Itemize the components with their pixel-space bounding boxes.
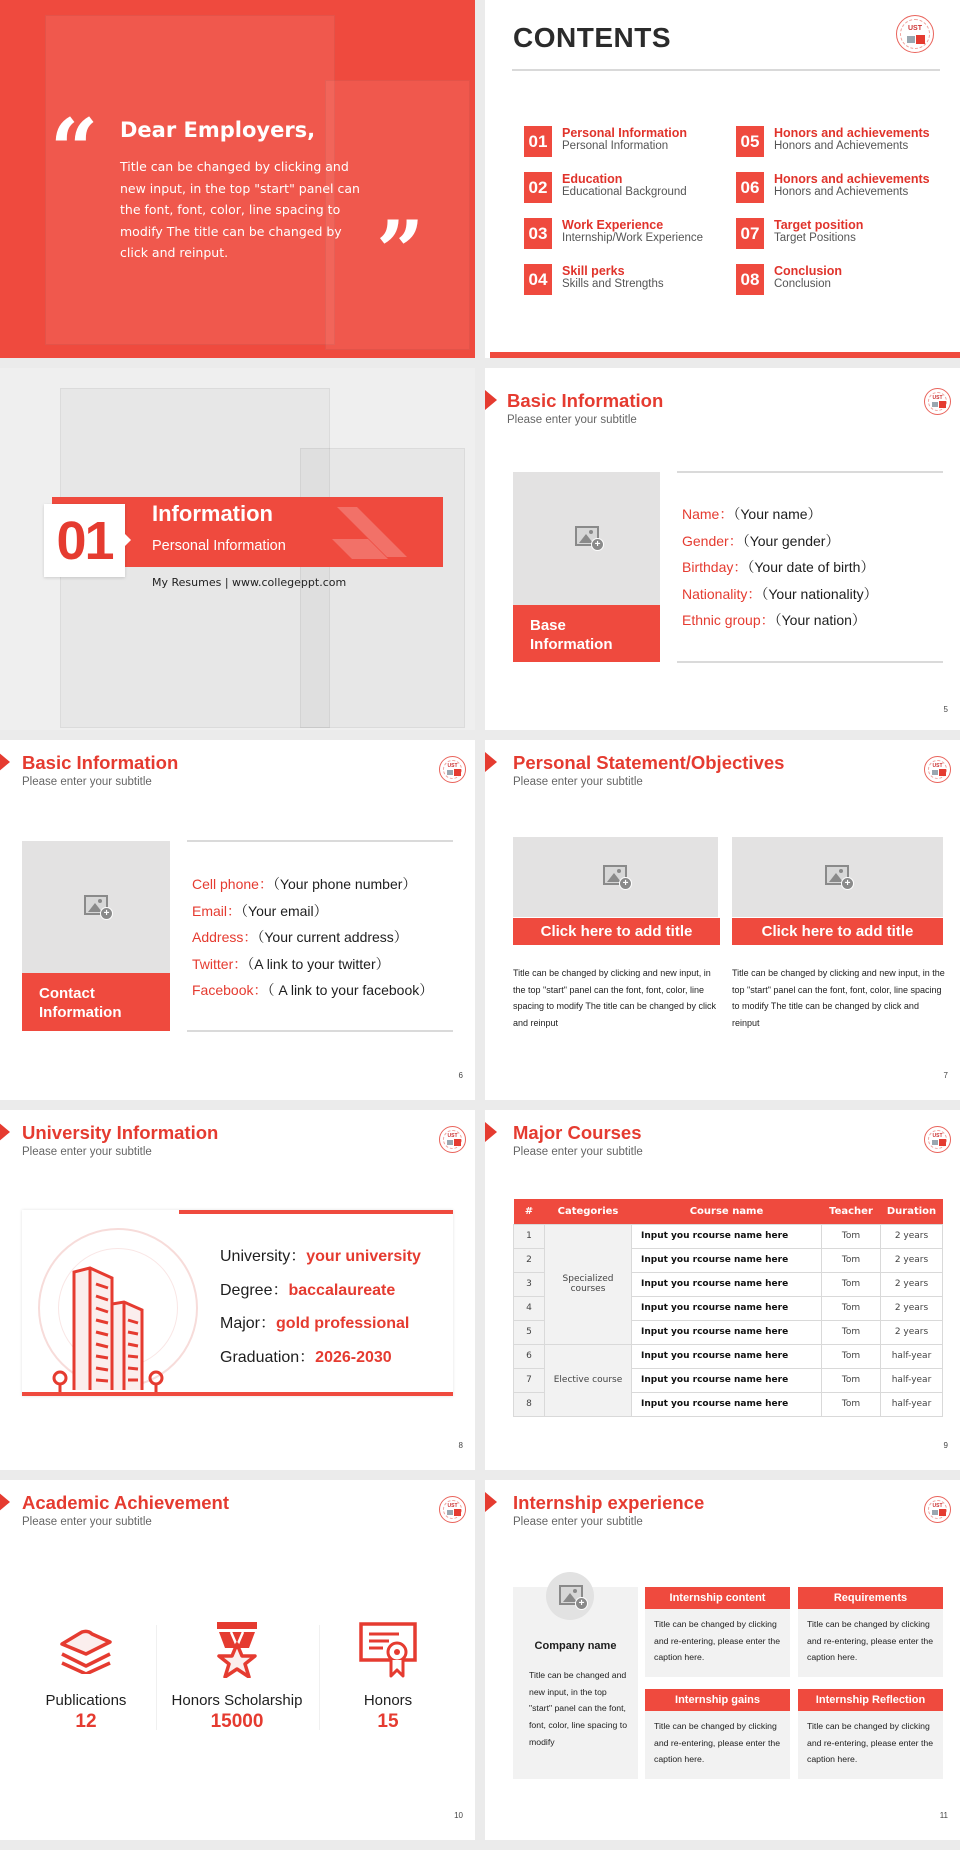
toc-number: 06	[736, 172, 764, 203]
achievement-value: 15	[377, 1711, 399, 1732]
statement-text-2[interactable]: Title can be changed by clicking and new input, in the top "start" panel can the font, font, color, line spacing to modify The title can be changed by click and reinput	[732, 968, 945, 1029]
field-major[interactable]: Major：gold professional	[220, 1315, 410, 1332]
divider	[187, 1030, 453, 1032]
accent-bar	[490, 352, 960, 358]
duration-cell[interactable]: half-year	[881, 1344, 943, 1368]
add-image-icon[interactable]	[575, 526, 599, 546]
page-number: 8	[458, 1441, 463, 1450]
field-nationality[interactable]: Nationality：（Your nationality）	[682, 585, 878, 602]
slide-title[interactable]: Basic Information	[22, 752, 179, 773]
box-title[interactable]: Internship Reflection	[798, 1689, 943, 1711]
toc-number: 01	[524, 126, 552, 157]
toc-subtitle: Skills and Strengths	[562, 278, 664, 290]
header-arrow-icon	[485, 390, 497, 410]
page-number: 6	[458, 1071, 463, 1080]
row-number: 4	[514, 1296, 545, 1320]
slide-academic-achievement[interactable]	[0, 1480, 475, 1840]
letter-heading[interactable]: Dear Employers,	[120, 118, 316, 142]
slide-dear-employers[interactable]	[0, 0, 475, 358]
toc-title: Conclusion	[774, 264, 843, 278]
page-number: 5	[943, 705, 948, 714]
photo-placeholder[interactable]	[22, 841, 170, 974]
field-cell-phone[interactable]: Cell phone：（Your phone number）	[192, 876, 417, 892]
toc-item-06[interactable]	[736, 172, 930, 204]
contact-fields	[192, 871, 433, 1004]
courses-table	[513, 1199, 943, 1417]
category-cell[interactable]: Elective course	[545, 1344, 632, 1416]
slide-university-information[interactable]	[0, 1110, 475, 1470]
duration-cell[interactable]: 2 years	[881, 1248, 943, 1272]
achievement-value: 12	[75, 1711, 97, 1732]
requirements-box	[798, 1587, 943, 1677]
section-title[interactable]: Information	[152, 501, 273, 526]
course-name-cell[interactable]: Input you rcourse name here	[632, 1248, 822, 1272]
column-header-number: #	[514, 1199, 545, 1224]
accent-bar	[179, 1210, 453, 1214]
achievement-label: Honors	[363, 1692, 413, 1709]
toc-item-05[interactable]	[736, 126, 930, 158]
divider	[512, 69, 940, 71]
achievement-honors-scholarship[interactable]	[167, 1620, 307, 1733]
slide-basic-information[interactable]	[485, 368, 960, 730]
duration-cell[interactable]: half-year	[881, 1392, 943, 1416]
slide-title[interactable]: Academic Achievement	[22, 1492, 230, 1513]
row-number: 1	[514, 1224, 545, 1248]
slide-subtitle[interactable]: Please enter your subtitle	[22, 1146, 152, 1158]
toc-number: 03	[524, 218, 552, 249]
box-text[interactable]: Title can be changed by clicking and re-entering, please enter the caption here.	[654, 1619, 781, 1663]
image-placeholder-1[interactable]	[513, 837, 718, 917]
publications-stack-icon	[58, 1626, 114, 1674]
header-arrow-icon	[485, 1122, 497, 1142]
toc-title: Honors and achievements	[774, 172, 930, 186]
field-twitter[interactable]: Twitter：（A link to your twitter）	[192, 955, 390, 972]
box-title[interactable]: Internship content	[645, 1587, 790, 1609]
building-icon	[52, 1262, 172, 1394]
course-name-cell[interactable]: Input you rcourse name here	[632, 1224, 822, 1248]
photo-caption: Base Information	[513, 605, 660, 662]
column-header-teacher: Teacher	[822, 1199, 881, 1224]
toc-item-01[interactable]	[524, 126, 687, 158]
close-quote-icon: ”	[376, 202, 425, 301]
add-title-button-1[interactable]: Click here to add title	[513, 918, 720, 945]
slide-subtitle[interactable]: Please enter your subtitle	[22, 1516, 152, 1528]
university-fields	[220, 1240, 421, 1374]
course-name-cell[interactable]: Input you rcourse name here	[632, 1320, 822, 1344]
course-name-cell[interactable]: Input you rcourse name here	[632, 1392, 822, 1416]
header-arrow-icon	[0, 1122, 10, 1142]
field-graduation[interactable]: Graduation：2026-2030	[220, 1348, 392, 1366]
box-title[interactable]: Requirements	[798, 1587, 943, 1609]
add-image-icon[interactable]	[603, 865, 627, 885]
toc-number: 05	[736, 126, 764, 157]
header-arrow-icon	[0, 1492, 10, 1512]
page-number: 10	[454, 1811, 463, 1820]
internship-gains-box	[645, 1689, 790, 1779]
company-name[interactable]: Company name	[534, 1640, 617, 1652]
slide-subtitle[interactable]: Please enter your subtitle	[513, 776, 643, 788]
toc-number: 07	[736, 218, 764, 249]
divider	[677, 471, 943, 473]
row-number: 5	[514, 1320, 545, 1344]
slide-subtitle[interactable]: Please enter your subtitle	[22, 776, 152, 788]
toc-subtitle: Educational Background	[562, 186, 687, 198]
medal-star-icon	[215, 1622, 259, 1678]
photo-placeholder[interactable]	[513, 472, 660, 605]
toc-number: 04	[524, 264, 552, 295]
slide-internship-experience[interactable]	[485, 1480, 960, 1840]
toc-title: Skill perks	[562, 264, 625, 278]
university-logo-icon: UST	[439, 1126, 466, 1153]
slide-personal-statement[interactable]	[485, 740, 960, 1100]
duration-cell[interactable]: 2 years	[881, 1296, 943, 1320]
letter-body[interactable]: Title can be changed by clicking and new input, in the top "start" panel can the font, font, color, line spacing to modify The title can be changed by click and reinput.	[120, 159, 360, 260]
teacher-cell[interactable]: Tom	[822, 1392, 881, 1416]
achievement-label: Publications	[45, 1692, 127, 1709]
section-meta: My Resumes | www.collegeppt.com	[152, 576, 347, 589]
toc-subtitle: Internship/Work Experience	[562, 232, 704, 244]
slide-contact-information[interactable]	[0, 740, 475, 1100]
header-arrow-icon	[485, 1492, 497, 1512]
row-number: 8	[514, 1392, 545, 1416]
row-number: 7	[514, 1368, 545, 1392]
slide-subtitle[interactable]: Please enter your subtitle	[507, 414, 637, 426]
field-address[interactable]: Address：（Your current address）	[192, 929, 408, 945]
duration-cell[interactable]: 2 years	[881, 1320, 943, 1344]
row-number: 3	[514, 1272, 545, 1296]
toc-subtitle: Personal Information	[562, 140, 669, 152]
row-number: 6	[514, 1344, 545, 1368]
section-subtitle[interactable]: Personal Information	[152, 538, 286, 554]
field-name[interactable]: Name：（Your name）	[682, 506, 822, 522]
box-text[interactable]: Title can be changed by clicking and re-entering, please enter the caption here.	[654, 1721, 781, 1765]
slide-contents[interactable]	[485, 0, 960, 358]
field-birthday[interactable]: Birthday：（Your date of birth）	[682, 559, 875, 575]
category-cell[interactable]: Specialized courses	[545, 1224, 632, 1344]
course-name-cell[interactable]: Input you rcourse name here	[632, 1296, 822, 1320]
page-number: 7	[943, 1071, 948, 1080]
toc-subtitle: Honors and Achievements	[774, 186, 909, 198]
toc-number: 08	[736, 264, 764, 295]
accent-bar	[22, 1392, 453, 1396]
divider	[156, 1625, 157, 1730]
statement-text-1[interactable]: Title can be changed by clicking and new input, in the top "start" panel can the font, font, color, line spacing to modify The title can be changed by click and reinput	[513, 968, 716, 1029]
table-row	[514, 1224, 943, 1248]
slide-title[interactable]: Basic Information	[507, 390, 664, 411]
internship-reflection-box	[798, 1689, 943, 1779]
add-title-button-2[interactable]: Click here to add title	[732, 918, 943, 945]
row-number: 2	[514, 1248, 545, 1272]
slide-subtitle[interactable]: Please enter your subtitle	[513, 1516, 643, 1528]
section-number: 01	[44, 504, 125, 577]
teacher-cell[interactable]: Tom	[822, 1248, 881, 1272]
university-logo-icon: UST	[896, 15, 934, 53]
slide-title[interactable]: University Information	[22, 1122, 219, 1143]
toc-item-07[interactable]	[736, 218, 863, 250]
toc-item-04[interactable]	[524, 264, 664, 296]
add-image-icon[interactable]	[825, 865, 849, 885]
company-description[interactable]: Title can be changed and new input, in the top "start" panel can the font, font, color, line spacing to modify	[529, 1670, 628, 1747]
achievement-publications[interactable]	[16, 1620, 156, 1733]
teacher-cell[interactable]: Tom	[822, 1296, 881, 1320]
field-university[interactable]: University：your university	[220, 1248, 421, 1265]
page-number: 11	[939, 1811, 948, 1820]
university-logo-icon: UST	[924, 388, 951, 415]
achievement-value: 15000	[210, 1711, 264, 1732]
info-fields	[682, 501, 878, 634]
column-header-duration: Duration	[881, 1199, 943, 1224]
box-text[interactable]: Title can be changed by clicking and re-entering, please enter the caption here.	[807, 1721, 934, 1765]
university-logo-icon: UST	[924, 1126, 951, 1153]
photo-caption: Contact Information	[22, 973, 170, 1031]
slide-title[interactable]: Major Courses	[513, 1122, 642, 1143]
contents-title[interactable]: CONTENTS	[513, 22, 671, 53]
slide-title[interactable]: Personal Statement/Objectives	[513, 752, 785, 773]
toc-title: Target position	[774, 218, 864, 232]
university-logo-icon: UST	[439, 1496, 466, 1523]
field-gender[interactable]: Gender：（Your gender）	[682, 532, 840, 549]
toc-item-08[interactable]	[736, 264, 842, 296]
add-image-icon[interactable]	[84, 895, 108, 915]
field-facebook[interactable]: Facebook：（ A link to your facebook）	[192, 982, 434, 998]
column-header-categories: Categories	[545, 1199, 632, 1224]
university-logo-icon: UST	[924, 1496, 951, 1523]
add-image-icon[interactable]	[559, 1585, 583, 1605]
toc-subtitle: Target Positions	[774, 232, 856, 244]
course-name-cell[interactable]: Input you rcourse name here	[632, 1344, 822, 1368]
slide-section-divider[interactable]	[0, 368, 475, 730]
header-arrow-icon	[485, 752, 497, 772]
divider	[187, 840, 453, 842]
teacher-cell[interactable]: Tom	[822, 1344, 881, 1368]
duration-cell[interactable]: 2 years	[881, 1272, 943, 1296]
toc-subtitle: Conclusion	[774, 278, 831, 290]
slide-title[interactable]: Internship experience	[513, 1492, 705, 1513]
duration-cell[interactable]: 2 years	[881, 1224, 943, 1248]
internship-content-box	[645, 1587, 790, 1677]
course-name-cell[interactable]: Input you rcourse name here	[632, 1272, 822, 1296]
teacher-cell[interactable]: Tom	[822, 1320, 881, 1344]
university-logo-icon: UST	[439, 756, 466, 783]
box-title[interactable]: Internship gains	[645, 1689, 790, 1711]
field-email[interactable]: Email：（Your email）	[192, 902, 328, 919]
toc-subtitle: Honors and Achievements	[774, 140, 909, 152]
divider	[677, 661, 943, 663]
header-arrow-icon	[0, 752, 10, 772]
slide-subtitle[interactable]: Please enter your subtitle	[513, 1146, 643, 1158]
company-logo-placeholder[interactable]	[546, 1572, 594, 1620]
toc-title: Personal Information	[562, 126, 688, 140]
course-name-cell[interactable]: Input you rcourse name here	[632, 1368, 822, 1392]
toc-item-02[interactable]	[524, 172, 687, 204]
achievement-honors[interactable]	[318, 1620, 458, 1733]
slide-major-courses[interactable]	[485, 1110, 960, 1470]
field-ethnic-group[interactable]: Ethnic group：（Your nation）	[682, 612, 866, 628]
achievement-label: Honors Scholarship	[171, 1692, 303, 1709]
duration-cell[interactable]: half-year	[881, 1368, 943, 1392]
toc-title: Work Experience	[562, 218, 664, 232]
teacher-cell[interactable]: Tom	[822, 1272, 881, 1296]
open-quote-icon: “	[50, 100, 99, 199]
toc-item-03[interactable]	[524, 218, 703, 250]
toc-title: Honors and achievements	[774, 126, 930, 140]
toc-number: 02	[524, 172, 552, 203]
certificate-icon	[359, 1622, 417, 1678]
toc-title: Education	[562, 172, 623, 186]
column-header-course-name: Course name	[632, 1199, 822, 1224]
image-placeholder-2[interactable]	[732, 837, 943, 917]
university-logo-icon: UST	[924, 756, 951, 783]
teacher-cell[interactable]: Tom	[822, 1224, 881, 1248]
teacher-cell[interactable]: Tom	[822, 1368, 881, 1392]
field-degree[interactable]: Degree：baccalaureate	[220, 1281, 396, 1299]
table-header-row	[514, 1199, 943, 1224]
box-text[interactable]: Title can be changed by clicking and re-entering, please enter the caption here.	[807, 1619, 934, 1663]
table-row	[514, 1344, 943, 1368]
page-number: 9	[943, 1441, 948, 1450]
